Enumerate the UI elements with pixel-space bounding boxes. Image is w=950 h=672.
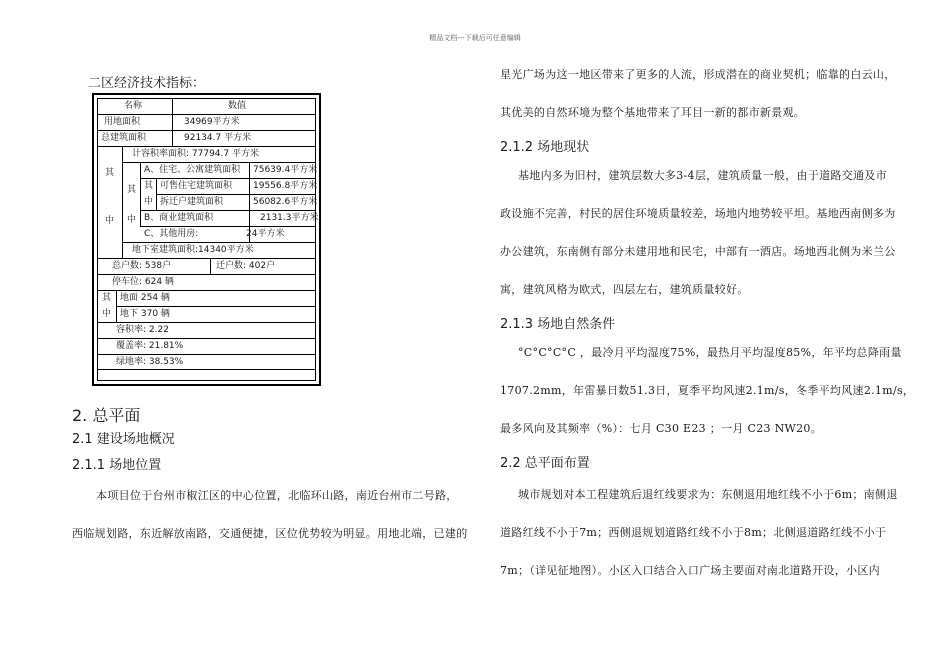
section-title: 二区经济技术指标： — [88, 76, 206, 91]
reloc-value: 56082.6平方米 — [253, 197, 318, 207]
para-line: 7m；（详见征地图）。小区入口结合入口广场主要面对南北道路开设，小区内 — [500, 564, 880, 577]
paragraph-continued — [500, 56, 896, 132]
sub-c-value: 24平方米 — [246, 229, 285, 239]
para-line: 政设施不完善，村民的居住环境质量较差，场地内地势较平坦。基地西南侧多为 — [500, 207, 896, 220]
heading-total-plan: 2. 总平面 — [72, 406, 141, 425]
para-line: 本项目位于台州市椒江区的中心位置，北临环山路，南近台州市二号路， — [96, 489, 458, 502]
inner-qi2: 其 — [144, 181, 154, 191]
park-zhong: 中 — [102, 309, 112, 319]
head-name: 名称 — [124, 101, 143, 111]
para-line: 其优美的自然环境为整个基地带来了耳目一新的都市新景观。 — [500, 106, 806, 119]
parking: 停车位: 624 辆 — [112, 277, 174, 287]
para-line: °C°C°C°C ，最冷月平均湿度75%，最热月平均湿度85%，年平均总降雨量 — [518, 346, 902, 359]
heading-natural-conditions: 2.1.3 场地自然条件 — [500, 317, 616, 332]
para-line: 星光广场为这一地区带来了更多的人流，形成潜在的商业契机；临靠的白云山， — [500, 68, 896, 81]
indicators-table — [92, 93, 321, 386]
sub-a: A、住宅、公寓建筑面积 — [144, 165, 241, 175]
coverage: 覆盖率: 21.81% — [116, 341, 184, 351]
para-line: 1707.2mm，年雷暴日数51.3日，夏季平均风速2.1m/s，冬季平均风速2.1m/s， — [500, 384, 915, 397]
para-line: 最多风向及其频率（%）：七月 C30 E23 ；一月 C23 NW20。 — [500, 422, 823, 435]
head-value: 数值 — [228, 101, 247, 111]
paragraph-location — [72, 477, 468, 553]
total-area-label: 总建筑面积 — [101, 133, 147, 143]
far: 容积率: 2.22 — [116, 325, 169, 335]
sale-value: 19556.8平方米 — [253, 181, 318, 191]
sub-b: B、商业建筑面积 — [144, 213, 214, 223]
para-line: 寓，建筑风格为欧式，四层左右，建筑质量较好。 — [500, 283, 749, 296]
para-line: 办公建筑，东南侧有部分未建用地和民宅，中部有一酒店。场地西北侧为米兰公 — [500, 245, 896, 258]
sub-c: C、其他用房: — [144, 229, 199, 239]
paragraph-layout — [500, 476, 898, 590]
inner-zhong: 中 — [127, 215, 137, 225]
page-header: 精品文档---下载后可任意编辑 — [429, 34, 521, 42]
ground-parking: 地面 254 辆 — [120, 293, 170, 303]
park-qi: 其 — [102, 293, 112, 303]
heading-site-location: 2.1.1 场地位置 — [72, 458, 162, 473]
land-area-value: 34969平方米 — [184, 117, 240, 127]
paragraph-status — [500, 157, 896, 309]
paragraph-natural — [500, 334, 914, 448]
greenery: 绿地率: 38.53% — [116, 357, 184, 367]
reloc-households: 迁户数: 402户 — [216, 261, 276, 271]
inner-zhong2: 中 — [144, 197, 154, 207]
sale-label: 可售住宅建筑面积 — [160, 181, 233, 191]
inner-qi: 其 — [127, 185, 137, 195]
indicators-table-inner — [97, 98, 319, 381]
group-label-1: 其 — [105, 168, 115, 178]
heading-layout: 2.2 总平面布置 — [500, 456, 590, 471]
para-line: 基地内多为旧村，建筑层数大多3-4层，建筑质量一般，由于道路交通及市 — [518, 169, 887, 182]
reloc-label: 拆迁户建筑面积 — [160, 197, 224, 207]
land-area-label: 用地面积 — [104, 117, 141, 127]
sub-b-value: 2131.3平方米 — [260, 213, 319, 223]
sub-a-value: 75639.4平方米 — [253, 165, 318, 175]
underground-parking: 地下 370 辆 — [120, 309, 170, 319]
households: 总户数: 538户 — [112, 261, 172, 271]
group-label-2: 中 — [105, 216, 115, 226]
para-line: 道路红线不小于7m；西侧退规划道路红线不小于8m；北侧退道路红线不小于 — [500, 526, 887, 539]
para-line: 西临规划路，东近解放南路，交通便捷，区位优势较为明显。用地北端，已建的 — [72, 527, 468, 540]
total-area-value: 92134.7 平方米 — [184, 133, 252, 143]
heading-site-overview: 2.1 建设场地概况 — [72, 432, 175, 447]
heading-site-status: 2.1.2 场地现状 — [500, 140, 590, 155]
basement: 地下室建筑面积:14340平方米 — [132, 245, 254, 255]
para-line: 城市规划对本工程建筑后退红线要求为：东侧退用地红线不小于6m；南侧退 — [518, 488, 898, 501]
far-area: 计容积率面积: 77794.7 平方米 — [132, 149, 259, 159]
